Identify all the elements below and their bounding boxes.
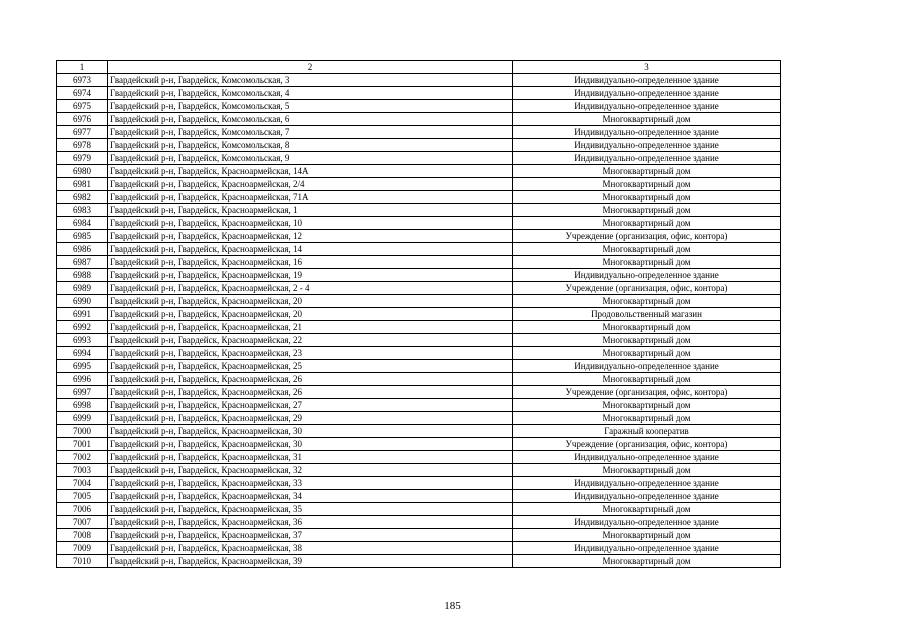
table-row [57,542,781,555]
object-type-cell: Многоквартирный дом [513,243,781,256]
row-number-cell: 7008 [57,529,108,542]
object-type-cell: Индивидуально-определенное здание [513,477,781,490]
row-number-cell: 6980 [57,165,108,178]
address-cell: Гвардейский р-н, Гвардейск, Красноармейская, 2 - 4 [108,282,513,295]
table-header-row [57,61,781,74]
address-cell: Гвардейский р-н, Гвардейск, Красноармейская, 27 [108,399,513,412]
object-type-cell: Многоквартирный дом [513,529,781,542]
object-type-cell: Индивидуально-определенное здание [513,360,781,373]
table-row [57,438,781,451]
object-type-cell: Гаражный кооператив [513,425,781,438]
column-header-number: 1 [57,61,108,74]
row-number-cell: 6996 [57,373,108,386]
table-row [57,87,781,100]
row-number-cell: 6974 [57,87,108,100]
address-cell: Гвардейский р-н, Гвардейск, Красноармейская, 32 [108,464,513,477]
table-row [57,464,781,477]
table-row [57,230,781,243]
object-type-cell: Индивидуально-определенное здание [513,542,781,555]
object-type-cell: Многоквартирный дом [513,503,781,516]
object-type-cell: Многоквартирный дом [513,321,781,334]
table-row [57,269,781,282]
object-type-cell: Учреждение (организация, офис, контора) [513,282,781,295]
table-row [57,321,781,334]
address-cell: Гвардейский р-н, Гвардейск, Красноармейская, 35 [108,503,513,516]
row-number-cell: 7000 [57,425,108,438]
object-type-cell: Индивидуально-определенное здание [513,126,781,139]
table-row [57,100,781,113]
object-type-cell: Индивидуально-определенное здание [513,451,781,464]
address-cell: Гвардейский р-н, Гвардейск, Красноармейская, 34 [108,490,513,503]
address-cell: Гвардейский р-н, Гвардейск, Комсомольская, 5 [108,100,513,113]
table-row [57,243,781,256]
row-number-cell: 6978 [57,139,108,152]
row-number-cell: 6992 [57,321,108,334]
address-cell: Гвардейский р-н, Гвардейск, Комсомольская, 7 [108,126,513,139]
row-number-cell: 6989 [57,282,108,295]
row-number-cell: 6994 [57,347,108,360]
table-row [57,516,781,529]
object-type-cell: Многоквартирный дом [513,191,781,204]
row-number-cell: 6985 [57,230,108,243]
row-number-cell: 7005 [57,490,108,503]
table-row [57,178,781,191]
address-cell: Гвардейский р-н, Гвардейск, Красноармейская, 16 [108,256,513,269]
row-number-cell: 6999 [57,412,108,425]
address-cell: Гвардейский р-н, Гвардейск, Красноармейская, 22 [108,334,513,347]
table-row [57,347,781,360]
address-cell: Гвардейский р-н, Гвардейск, Красноармейская, 25 [108,360,513,373]
page-number: 185 [444,600,461,612]
table-row [57,295,781,308]
object-type-cell: Индивидуально-определенное здание [513,516,781,529]
address-cell: Гвардейский р-н, Гвардейск, Красноармейская, 12 [108,230,513,243]
address-cell: Гвардейский р-н, Гвардейск, Красноармейская, 33 [108,477,513,490]
address-cell: Гвардейский р-н, Гвардейск, Красноармейская, 39 [108,555,513,568]
address-cell: Гвардейский р-н, Гвардейск, Красноармейская, 23 [108,347,513,360]
row-number-cell: 6987 [57,256,108,269]
table-row [57,308,781,321]
row-number-cell: 7007 [57,516,108,529]
address-cell: Гвардейский р-н, Гвардейск, Красноармейская, 10 [108,217,513,230]
row-number-cell: 6990 [57,295,108,308]
table-row [57,477,781,490]
row-number-cell: 7003 [57,464,108,477]
row-number-cell: 6982 [57,191,108,204]
object-type-cell: Индивидуально-определенное здание [513,87,781,100]
object-type-cell: Продовольственный магазин [513,308,781,321]
row-number-cell: 6979 [57,152,108,165]
table-row [57,425,781,438]
table-row [57,152,781,165]
table-row [57,399,781,412]
address-cell: Гвардейский р-н, Гвардейск, Красноармейская, 26 [108,386,513,399]
address-cell: Гвардейский р-н, Гвардейск, Красноармейская, 71А [108,191,513,204]
address-cell: Гвардейский р-н, Гвардейск, Комсомольская, 6 [108,113,513,126]
address-cell: Гвардейский р-н, Гвардейск, Красноармейская, 20 [108,295,513,308]
address-cell: Гвардейский р-н, Гвардейск, Комсомольская, 9 [108,152,513,165]
object-type-cell: Многоквартирный дом [513,334,781,347]
address-cell: Гвардейский р-н, Гвардейск, Красноармейская, 30 [108,425,513,438]
address-cell: Гвардейский р-н, Гвардейск, Красноармейская, 21 [108,321,513,334]
table-body [57,74,781,568]
table-row [57,386,781,399]
object-type-cell: Многоквартирный дом [513,373,781,386]
table-row [57,490,781,503]
row-number-cell: 6995 [57,360,108,373]
table-row [57,503,781,516]
table-row [57,126,781,139]
object-type-cell: Индивидуально-определенное здание [513,100,781,113]
table-row [57,256,781,269]
address-cell: Гвардейский р-н, Гвардейск, Красноармейская, 30 [108,438,513,451]
address-cell: Гвардейский р-н, Гвардейск, Комсомольская, 3 [108,74,513,87]
object-type-cell: Многоквартирный дом [513,256,781,269]
row-number-cell: 6993 [57,334,108,347]
address-cell: Гвардейский р-н, Гвардейск, Красноармейская, 36 [108,516,513,529]
table-row [57,412,781,425]
table-row [57,139,781,152]
object-type-cell: Индивидуально-определенное здание [513,269,781,282]
row-number-cell: 6975 [57,100,108,113]
registry-table [56,60,781,568]
address-cell: Гвардейский р-н, Гвардейск, Красноармейская, 29 [108,412,513,425]
table-row [57,334,781,347]
address-cell: Гвардейский р-н, Гвардейск, Красноармейская, 14 [108,243,513,256]
object-type-cell: Индивидуально-определенное здание [513,139,781,152]
object-type-cell: Учреждение (организация, офис, контора) [513,438,781,451]
object-type-cell: Многоквартирный дом [513,204,781,217]
address-cell: Гвардейский р-н, Гвардейск, Красноармейская, 37 [108,529,513,542]
address-cell: Гвардейский р-н, Гвардейск, Красноармейская, 26 [108,373,513,386]
row-number-cell: 6986 [57,243,108,256]
row-number-cell: 7010 [57,555,108,568]
row-number-cell: 6997 [57,386,108,399]
table-row [57,451,781,464]
row-number-cell: 6976 [57,113,108,126]
address-cell: Гвардейский р-н, Гвардейск, Красноармейская, 38 [108,542,513,555]
object-type-cell: Многоквартирный дом [513,399,781,412]
table-row [57,373,781,386]
object-type-cell: Многоквартирный дом [513,217,781,230]
table-row [57,555,781,568]
object-type-cell: Учреждение (организация, офис, контора) [513,230,781,243]
row-number-cell: 6983 [57,204,108,217]
address-cell: Гвардейский р-н, Гвардейск, Красноармейская, 19 [108,269,513,282]
table-row [57,113,781,126]
row-number-cell: 6977 [57,126,108,139]
table-row [57,217,781,230]
object-type-cell: Многоквартирный дом [513,295,781,308]
address-cell: Гвардейский р-н, Гвардейск, Комсомольская, 8 [108,139,513,152]
column-header-type: 3 [513,61,781,74]
table-row [57,204,781,217]
row-number-cell: 7004 [57,477,108,490]
row-number-cell: 6988 [57,269,108,282]
object-type-cell: Многоквартирный дом [513,464,781,477]
row-number-cell: 7002 [57,451,108,464]
table-row [57,282,781,295]
row-number-cell: 6984 [57,217,108,230]
row-number-cell: 7001 [57,438,108,451]
address-cell: Гвардейский р-н, Гвардейск, Красноармейская, 20 [108,308,513,321]
address-cell: Гвардейский р-н, Гвардейск, Красноармейская, 1 [108,204,513,217]
table-row [57,191,781,204]
row-number-cell: 6998 [57,399,108,412]
object-type-cell: Многоквартирный дом [513,347,781,360]
address-cell: Гвардейский р-н, Гвардейск, Красноармейская, 14А [108,165,513,178]
object-type-cell: Учреждение (организация, офис, контора) [513,386,781,399]
table-row [57,529,781,542]
object-type-cell: Индивидуально-определенное здание [513,152,781,165]
address-cell: Гвардейский р-н, Гвардейск, Красноармейская, 2/4 [108,178,513,191]
object-type-cell: Многоквартирный дом [513,178,781,191]
row-number-cell: 6991 [57,308,108,321]
table-row [57,360,781,373]
row-number-cell: 6981 [57,178,108,191]
object-type-cell: Многоквартирный дом [513,555,781,568]
table-row [57,165,781,178]
object-type-cell: Многоквартирный дом [513,113,781,126]
table-row [57,74,781,87]
row-number-cell: 7006 [57,503,108,516]
address-cell: Гвардейский р-н, Гвардейск, Красноармейская, 31 [108,451,513,464]
address-cell: Гвардейский р-н, Гвардейск, Комсомольская, 4 [108,87,513,100]
object-type-cell: Индивидуально-определенное здание [513,74,781,87]
object-type-cell: Многоквартирный дом [513,165,781,178]
row-number-cell: 6973 [57,74,108,87]
column-header-address: 2 [108,61,513,74]
object-type-cell: Индивидуально-определенное здание [513,490,781,503]
object-type-cell: Многоквартирный дом [513,412,781,425]
row-number-cell: 7009 [57,542,108,555]
